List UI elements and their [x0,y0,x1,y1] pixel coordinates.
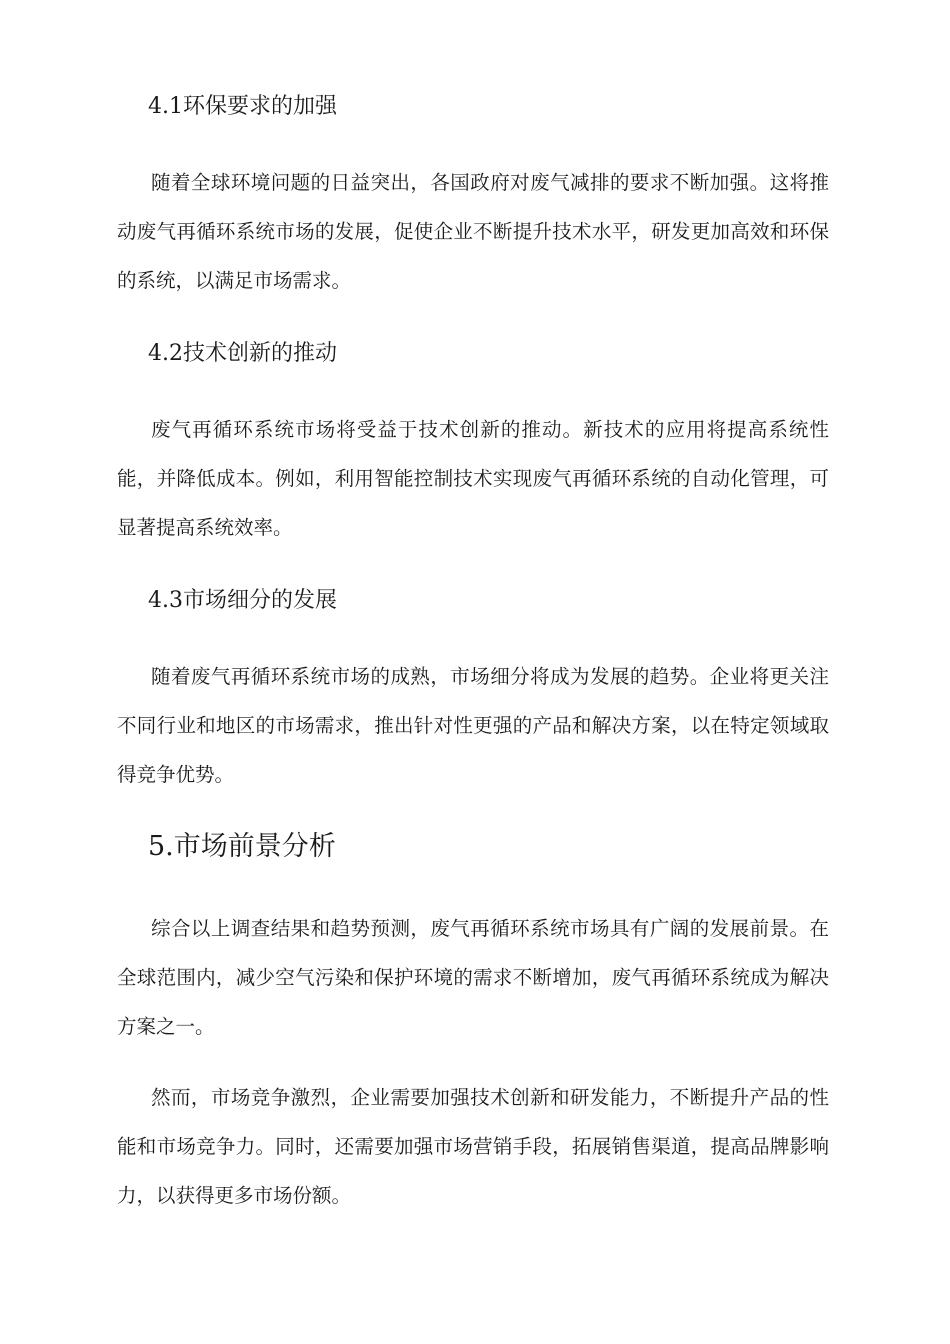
section-paragraph-4-2: 废气再循环系统市场将受益于技术创新的推动。新技术的应用将提高系统性能，并降低成本。例如，利用智能控制技术实现废气再循环系统的自动化管理，可显著提高系统效率。 [117,418,829,539]
chapter-5-paragraph-2: 然而，市场竞争激烈，企业需要加强技术创新和研发能力，不断提升产品的性能和市场竞争力。同时，还需要加强市场营销手段，拓展销售渠道，提高品牌影响力，以获得更多市场份额。 [117,1086,829,1207]
chapter-5-paragraph-1: 综合以上调查结果和趋势预测，废气再循环系统市场具有广阔的发展前景。在全球范围内，减少空气污染和保护环境的需求不断增加，废气再循环系统成为解决方案之一。 [117,917,829,1038]
chapter-heading-5: 5.市场前景分析 [148,831,336,862]
section-heading-4-1: 4.1环保要求的加强 [148,94,337,119]
section-heading-4-2: 4.2技术创新的推动 [148,341,337,366]
section-paragraph-4-1: 随着全球环境问题的日益突出，各国政府对废气减排的要求不断加强。这将推动废气再循环系统市场的发展，促使企业不断提升技术水平，研发更加高效和环保的系统，以满足市场需求。 [117,171,829,292]
section-heading-4-3: 4.3市场细分的发展 [148,588,337,613]
section-paragraph-4-3: 随着废气再循环系统市场的成熟，市场细分将成为发展的趋势。企业将更关注不同行业和地区的市场需求，推出针对性更强的产品和解决方案，以在特定领域取得竞争优势。 [117,665,829,786]
